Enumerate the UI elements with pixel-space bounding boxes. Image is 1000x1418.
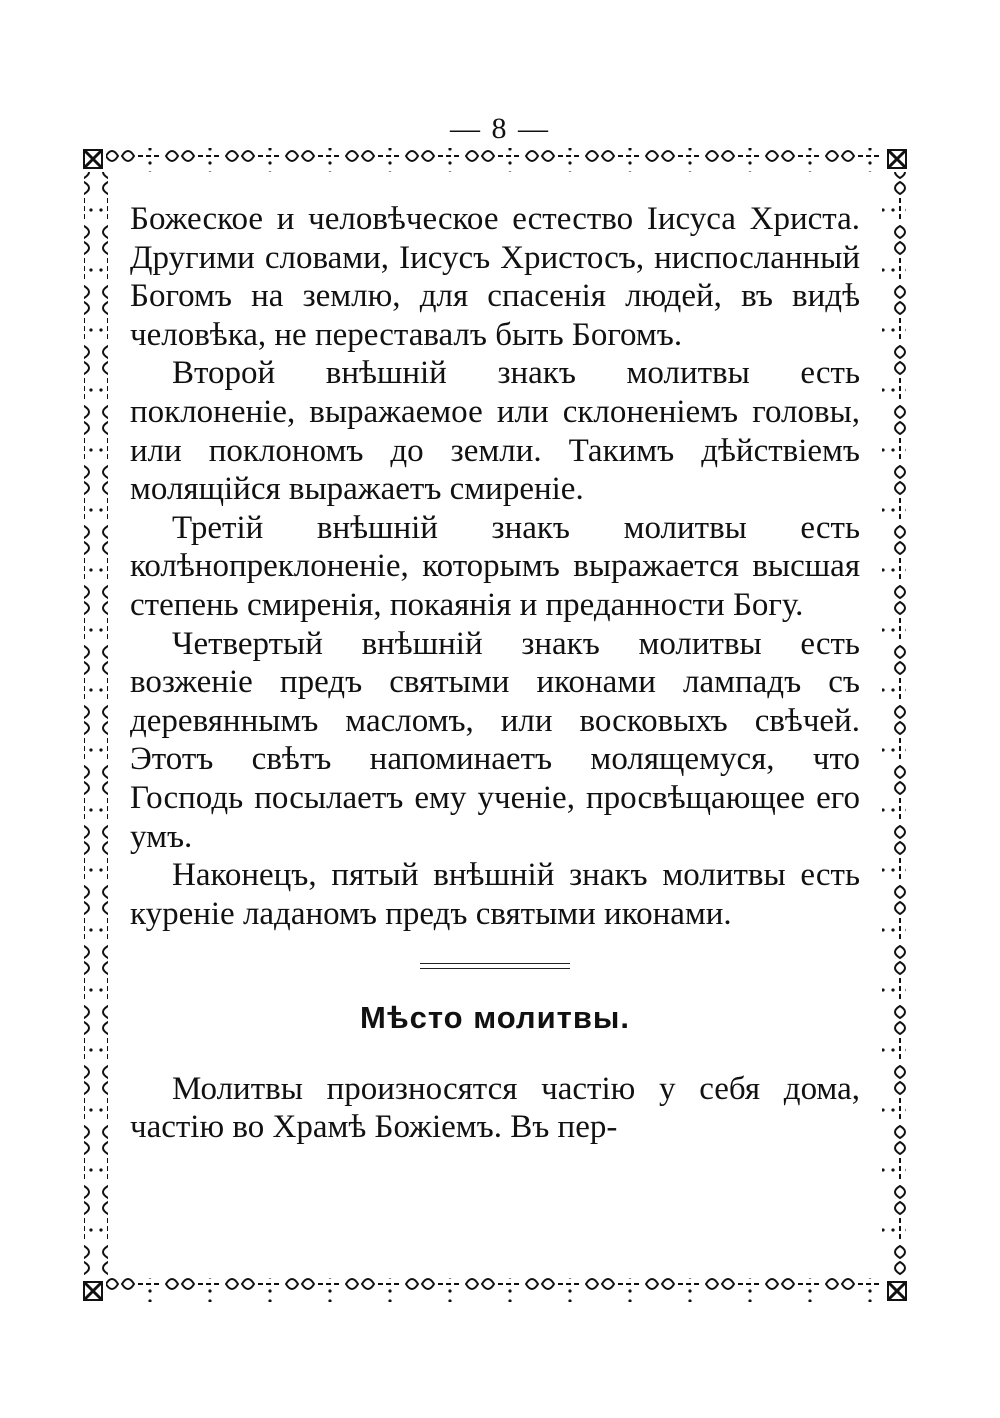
corner-ornament-bottom-right [884,1278,910,1304]
section-heading: Мѣсто молитвы. [360,1000,630,1036]
corner-ornament-top-left [80,146,106,172]
section-divider [420,963,570,969]
paragraph-1: Божеское и человѣческое естество Іисуса Христа. Другими словами, Іисусъ Христосъ, ниспосланный Богомъ на землю, для спасенія людей, въ видѣ человѣка, не переставалъ быть Богомъ. [130,201,860,353]
border-right [882,172,906,1278]
paragraph-3: Третій внѣшній знакъ молитвы есть колѣнопреклоненіе, которымъ выражается высшая степень смиренія, покаянія и преданности Богу. [130,509,860,623]
section-paragraph: Молитвы произносятся частію у себя дома, частію во Храмѣ Божіемъ. Въ пер- [130,1070,860,1146]
paragraph-2: Второй внѣшній знакъ молитвы есть поклоненіе, выражаемое или склоненіемъ головы, или поклономъ до земли. Такимъ дѣйствіемъ молящійся выражаетъ смиреніе. [130,355,860,508]
corner-ornament-bottom-left [80,1278,106,1304]
border-left [84,172,108,1278]
border-bottom [82,1278,908,1302]
page-text [130,200,860,1147]
page-number: — 8 — [450,112,550,145]
paragraph-5: Наконецъ, пятый внѣшній знакъ молитвы есть куреніе ладаномъ предъ святыми иконами. [130,857,860,932]
paragraph-4: Четвертый внѣшній знакъ молитвы есть возженіе предъ святыми иконами лампадъ съ деревяннымъ масломъ, или восковыхъ свѣчей. Этотъ свѣтъ напоминаетъ молящемуся, что Господь посылаетъ ему ученіе, просвѣщающее его умъ. [130,625,860,855]
corner-ornament-top-right [884,146,910,172]
border-top [82,148,908,172]
